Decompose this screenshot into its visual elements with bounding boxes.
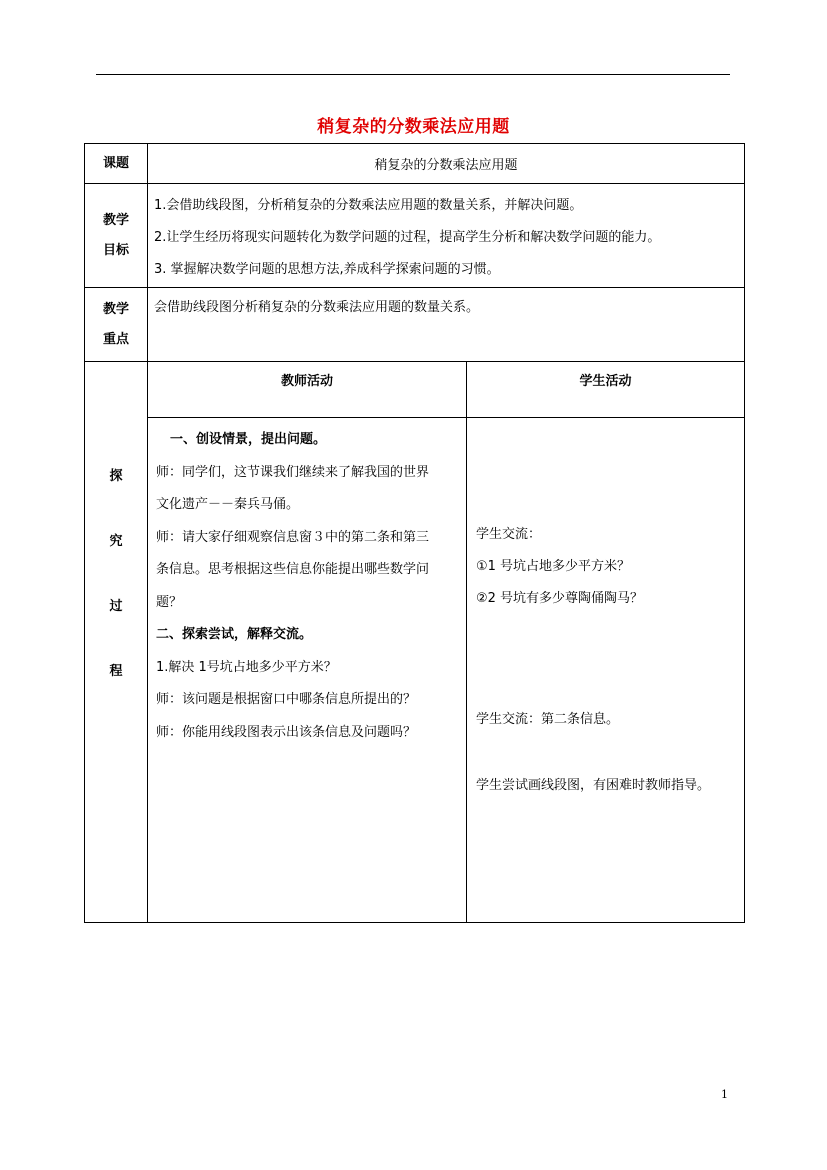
activity-content-row <box>85 418 745 923</box>
process-label-char: 过 <box>109 599 123 614</box>
goal-item: 3. 掌握解决数学问题的思想方法,养成科学探索问题的习惯。 <box>154 262 500 277</box>
topic-label: 课题 <box>85 144 148 184</box>
process-label-char: 探 <box>109 469 123 484</box>
key-point-label <box>85 288 148 362</box>
goals-row <box>85 184 745 288</box>
student-line: 学生尝试画线段图，有困难时教师指导。 <box>476 778 711 793</box>
activity-header-row <box>85 362 745 418</box>
teacher-line: 题？ <box>156 594 183 610</box>
process-label-char: 程 <box>109 664 123 679</box>
teacher-line: 1.解决 1号坑占地多少平方米？ <box>156 659 337 675</box>
goals-label <box>85 184 148 288</box>
key-label-line-1: 教学 <box>102 301 129 317</box>
teacher-line: 师：同学们，这节课我们继续来了解我国的世界 <box>156 464 430 480</box>
goal-item: 1.会借助线段图，分析稍复杂的分数乘法应用题的数量关系，并解决问题。 <box>154 198 583 213</box>
goals-content <box>148 184 745 288</box>
teacher-line: 师：该问题是根据窗口中哪条信息所提出的？ <box>156 692 417 707</box>
student-line: 学生交流： <box>476 527 542 542</box>
teacher-line: 一、创设情景，提出问题。 <box>170 432 327 447</box>
key-point-row <box>85 288 745 362</box>
teacher-activity-content <box>148 418 467 923</box>
topic-row <box>85 144 745 184</box>
teacher-line: 二、探索尝试，解释交流。 <box>156 627 313 642</box>
page-number: 1 <box>721 1088 728 1101</box>
key-label-line-2: 重点 <box>102 331 129 347</box>
document-title: 稍复杂的分数乘法应用题 <box>317 117 510 137</box>
key-point-content: 会借助线段图分析稍复杂的分数乘法应用题的数量关系。 <box>148 288 745 362</box>
header-rule <box>96 74 730 75</box>
goal-item: 2.让学生经历将现实问题转化为数学问题的过程，提高学生分析和解决数学问题的能力。 <box>154 230 661 245</box>
teacher-line: 文化遗产－－秦兵马俑。 <box>156 497 300 512</box>
student-activity-header: 学生活动 <box>467 362 745 418</box>
teacher-activity-header: 教师活动 <box>148 362 467 418</box>
topic-value: 稍复杂的分数乘法应用题 <box>148 144 745 184</box>
teacher-line: 师：你能用线段图表示出该条信息及问题吗？ <box>156 724 417 740</box>
goals-label-line-1: 教学 <box>102 212 129 228</box>
student-line: 学生交流：第二条信息。 <box>476 712 620 727</box>
teacher-line: 师：请大家仔细观察信息窗３中的第二条和第三 <box>156 529 430 545</box>
student-activity-content <box>467 418 745 923</box>
teacher-line: 条信息。思考根据这些信息你能提出哪些数学问 <box>156 562 430 577</box>
process-label-char: 究 <box>109 534 123 549</box>
lesson-plan-table <box>84 143 745 923</box>
process-label <box>85 362 148 923</box>
student-line: ②2 号坑有多少尊陶俑陶马？ <box>476 591 644 606</box>
student-line: ①1 号坑占地多少平方米？ <box>476 559 631 574</box>
goals-label-line-2: 目标 <box>102 242 129 258</box>
